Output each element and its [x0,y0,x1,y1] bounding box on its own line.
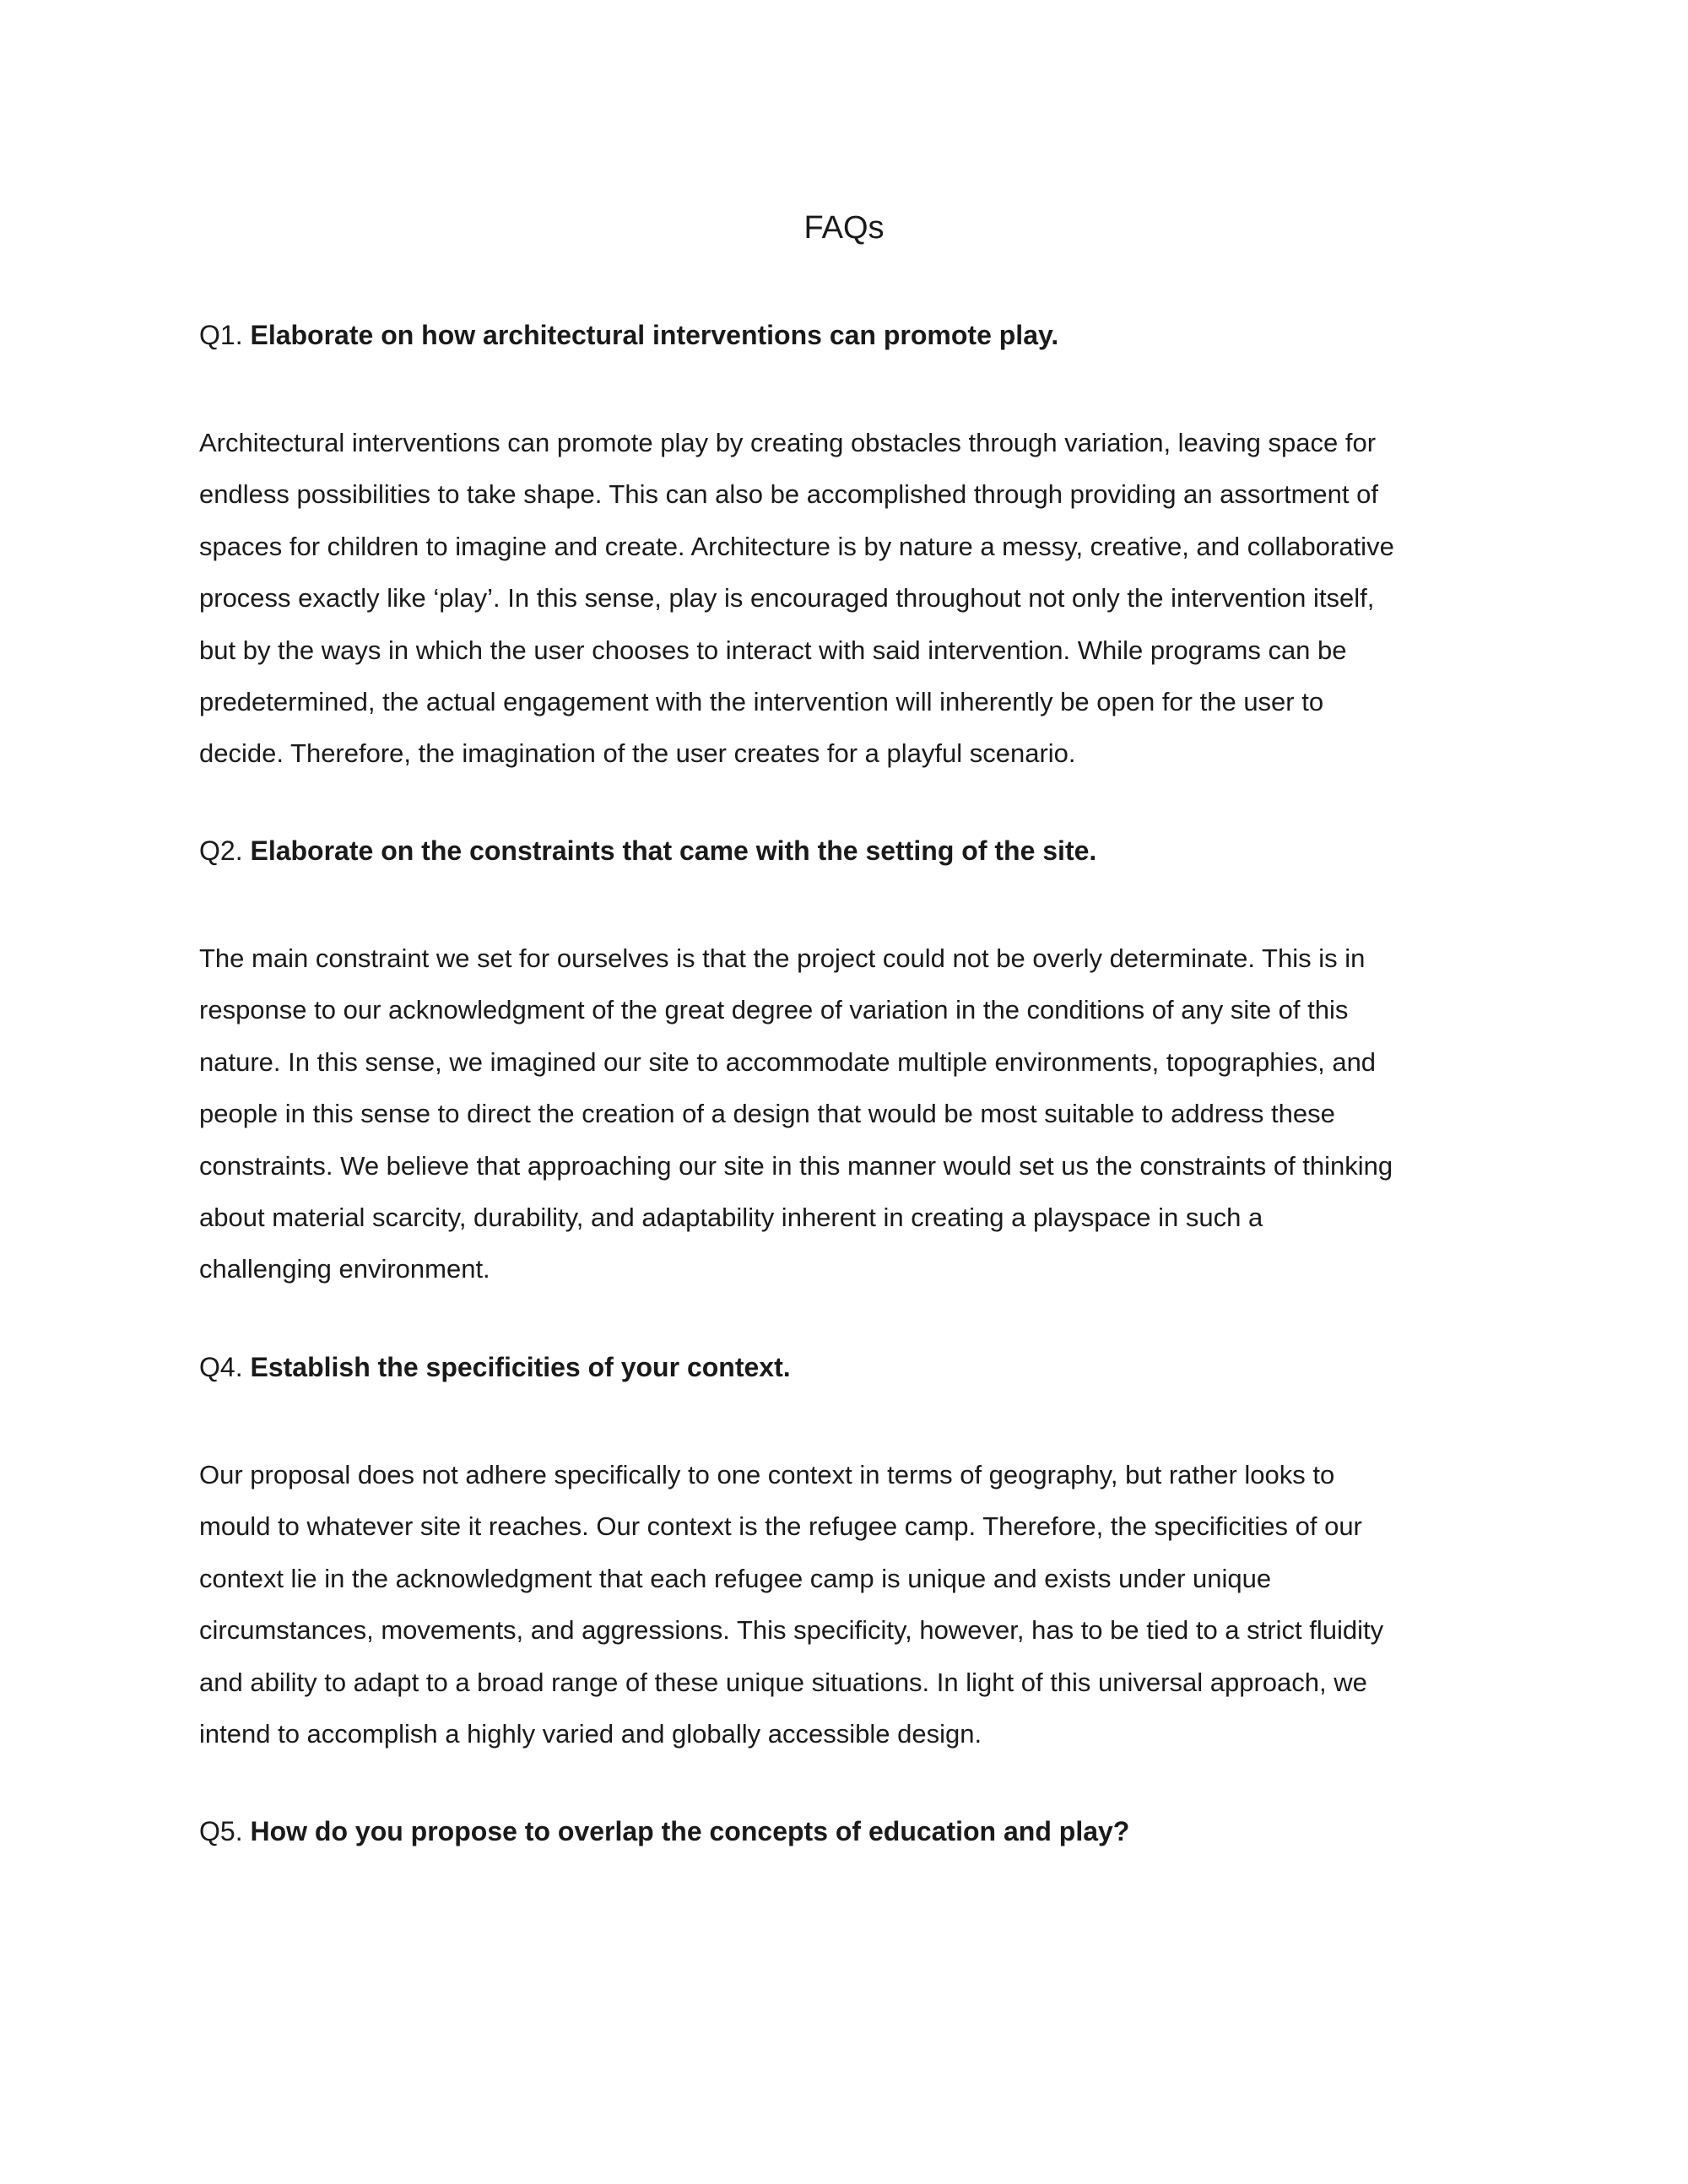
question-number: Q1. [199,320,243,350]
question-text: Elaborate on the constraints that came with the setting of the site. [250,835,1097,866]
faq-item [199,1810,1507,1852]
faq-question [199,830,1507,872]
question-text: How do you propose to overlap the concepts of education and play? [250,1816,1130,1846]
question-number: Q5. [199,1816,243,1846]
faq-question [199,314,1507,356]
faq-item [199,1346,1507,1760]
question-number: Q4. [199,1352,243,1382]
faq-answer: The main constraint we set for ourselves is that the project could not be overly determinate. This is in response to our acknowledgment of the great degree of variation in the conditions of any site of this nature. In this sense, we imagined our site to accommodate multiple environments, topographies, and people in this sense to direct the creation of a design that would be most suitable to address these constraints. We believe that approaching our site in this manner would set us the constraints of thinking about material scarcity, durability, and adaptability inherent in creating a playspace in such a challenging environment. [199,943,1393,1284]
page-title: FAQs [803,210,885,246]
faq-question [199,1810,1507,1852]
faq-answer: Architectural interventions can promote play by creating obstacles through variation, leaving space for endless possibilities to take shape. This can also be accomplished through providing an assortment of spaces for children to imagine and create. Architecture is by nature a messy, creative, and collaborative process exactly like ‘play’. In this sense, play is encouraged throughout not only the intervention itself, but by the ways in which the user chooses to interact with said intervention. While programs can be predetermined, the actual engagement with the intervention will inherently be open for the user to decide. Therefore, the imagination of the user creates for a playful scenario. [199,428,1394,769]
faq-item [199,314,1507,780]
faq-question [199,1346,1507,1388]
question-number: Q2. [199,835,243,866]
question-text: Elaborate on how architectural interventions can promote play. [250,320,1059,350]
faq-item [199,830,1507,1295]
faq-answer: Our proposal does not adhere specifically to one context in terms of geography, but rather looks to mould to whatever site it reaches. Our context is the refugee camp. Therefore, the specificities of our context lie in the acknowledgment that each refugee camp is unique and exists under unique circumstances, movements, and aggressions. This specificity, however, has to be tied to a strict fluidity and ability to adapt to a broad range of these unique situations. In light of this universal approach, we intend to accomplish a highly varied and globally accessible design. [199,1460,1384,1749]
question-text: Establish the specificities of your context. [250,1352,791,1382]
